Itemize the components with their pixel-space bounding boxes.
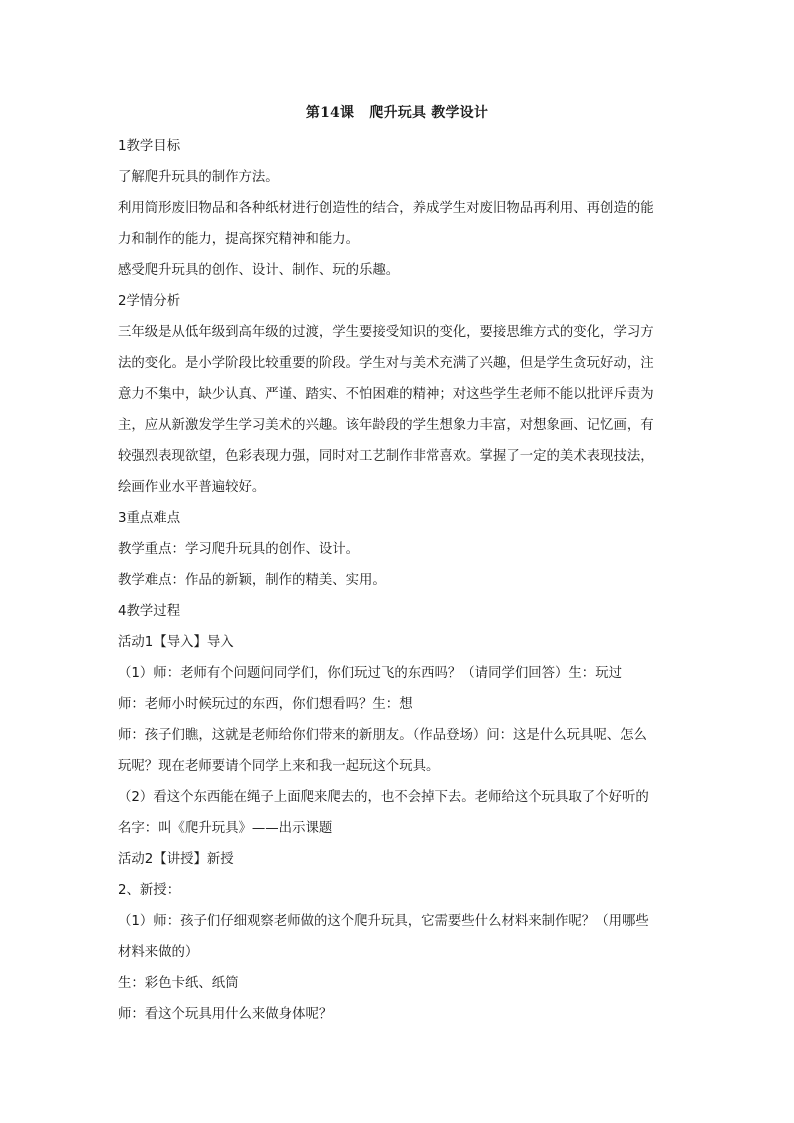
paragraph-line: 三年级是从低年级到高年级的过渡，学生要接受知识的变化，要接思维方式的变化，学习方 (118, 325, 654, 340)
paragraph-line: 利用筒形废旧物品和各种纸材进行创造性的结合，养成学生对废旧物品再利用、再创造的能 (118, 201, 654, 216)
paragraph-line: 教学难点：作品的新颖，制作的精美、实用。 (118, 573, 386, 588)
paragraph-line: 主，应从新激发学生学习美术的兴趣。该年龄段的学生想象力丰富，对想象画、记忆画，有 (118, 418, 654, 433)
paragraph-line: 法的变化。是小学阶段比较重要的阶段。学生对与美术充满了兴趣，但是学生贪玩好动，注 (118, 356, 654, 371)
paragraph-line: （2）看这个东西能在绳子上面爬来爬去的，也不会掉下去。老师给这个玩具取了个好听的 (118, 790, 649, 805)
paragraph-line: 玩呢？现在老师要请个同学上来和我一起玩这个玩具。 (118, 759, 440, 774)
paragraph-line: 生：彩色卡纸、纸筒 (118, 976, 239, 991)
paragraph-line: 师：孩子们瞧，这就是老师给你们带来的新朋友。（作品登场）问：这是什么玩具呢、怎么 (118, 728, 647, 743)
section-heading-key-points: 3重点难点 (118, 511, 181, 526)
section-heading-analysis: 2学情分析 (118, 294, 181, 309)
paragraph-line: 教学重点：学习爬升玩具的创作、设计。 (118, 542, 360, 557)
paragraph-line: 师：老师小时候玩过的东西，你们想看吗？生：想 (118, 697, 413, 712)
paragraph-line: 力和制作的能力，提高探究精神和能力。 (118, 232, 360, 247)
paragraph-line: （1）师：老师有个问题问同学们，你们玩过飞的东西吗？（请同学们回答）生：玩过 (118, 666, 622, 681)
activity-heading: 活动1【导入】导入 (118, 635, 234, 650)
paragraph-line: （1）师：孩子们仔细观察老师做的这个爬升玩具，它需要些什么材料来制作呢？（用哪些 (118, 914, 649, 929)
paragraph-line: 绘画作业水平普遍较好。 (118, 480, 266, 495)
paragraph-line: 2、新授： (118, 883, 181, 898)
paragraph-line: 了解爬升玩具的制作方法。 (118, 170, 279, 185)
paragraph-line: 名字：叫《爬升玩具》——出示课题 (118, 821, 333, 836)
paragraph-line: 感受爬升玩具的创作、设计、制作、玩的乐趣。 (118, 263, 400, 278)
document-body (118, 131, 678, 1030)
paragraph-line: 师：看这个玩具用什么来做身体呢？ (118, 1007, 333, 1022)
section-heading-process: 4教学过程 (118, 604, 181, 619)
paragraph-line: 材料来做的） (118, 945, 199, 960)
activity-heading: 活动2【讲授】新授 (118, 852, 234, 867)
paragraph-line: 意力不集中，缺少认真、严谨、踏实、不怕困难的精神；对这些学生老师不能以批评斥责为 (118, 387, 654, 402)
document-title: 第14课 爬升玩具 教学设计 (305, 105, 489, 121)
section-heading-objectives: 1教学目标 (118, 139, 181, 154)
paragraph-line: 较强烈表现欲望，色彩表现力强，同时对工艺制作非常喜欢。掌握了一定的美术表现技法， (118, 449, 654, 464)
